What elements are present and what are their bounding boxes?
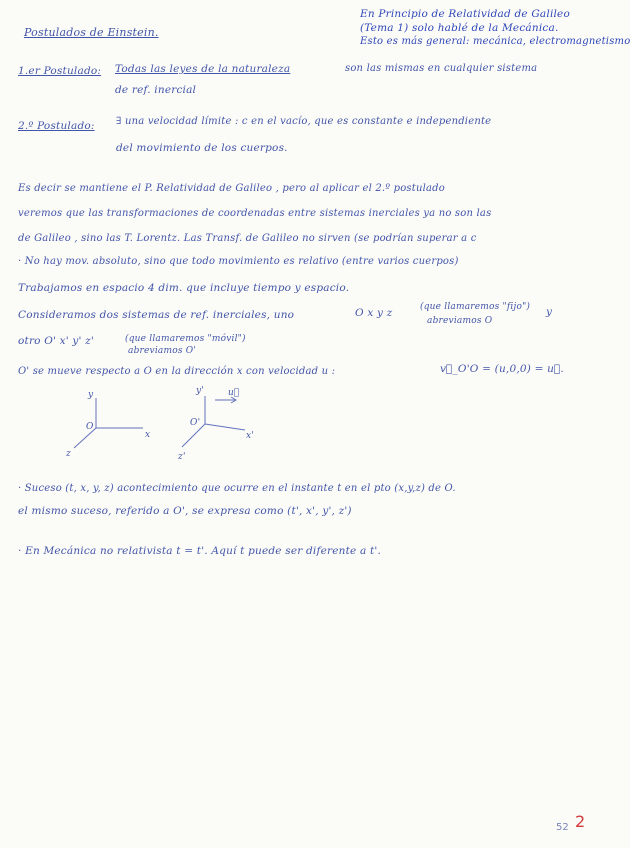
postulate-1-text-underlined: Todas las leyes de la naturaleza <box>115 63 291 75</box>
mecanica-line: · En Mecánica no relativista t = t'. Aquí t puede ser diferente a t'. <box>18 545 382 557</box>
body-line-3: de Galileo , sino las T. Lorentz. Las Transf. de Galileo no sirven (se podrían superar a c <box>18 233 477 244</box>
axis-o-y: y <box>88 390 94 400</box>
velocity-formula: v⃗_O'O = (u,0,0) = u⃗. <box>440 363 564 375</box>
body-line-1: Es decir se mantiene el P. Relatividad de Galileo , pero al aplicar el 2.º postulado <box>18 183 445 194</box>
postulate-2-text-line2: del movimiento de los cuerpos. <box>116 142 288 154</box>
page-number-small: 52 <box>556 822 569 833</box>
body-line-6: Consideramos dos sistemas de ref. inerciales, uno <box>18 309 295 321</box>
axis-o-prime-y: y' <box>196 386 204 396</box>
velocity-vector-label: u⃗ <box>228 388 240 398</box>
frame-o-prime: otro O' x' y' z' <box>18 335 94 347</box>
suceso-line-1: · Suceso (t, x, y, z) acontecimiento que ocurre en el instante t en el pto (x,y,z) de O. <box>18 483 456 494</box>
axis-o-prime-x: x' <box>246 431 254 441</box>
frame-o-coords: O x y z <box>355 307 393 319</box>
postulate-1-label: 1.er Postulado: <box>18 65 102 77</box>
suceso-line-2: el mismo suceso, referido a O', se expresa como (t', x', y', z') <box>18 505 352 517</box>
postulate-1-text-line2: de ref. inercial <box>115 84 197 96</box>
frame-o-prime-note: (que llamaremos "móvil") <box>125 334 246 344</box>
postulate-1-text: son las mismas en cualquier sistema <box>345 63 538 74</box>
body-line-6-end: y <box>546 306 553 318</box>
body-line-2: veremos que las transformaciones de coordenadas entre sistemas inerciales ya no son las <box>18 208 492 219</box>
axis-o-z: z <box>66 449 71 459</box>
body-line-8: O' se mueve respecto a O en la dirección x con velocidad u : <box>18 366 336 377</box>
frame-o-note: (que llamaremos "fijo") <box>420 302 531 312</box>
page-number-red: 2 <box>575 812 586 831</box>
origin-o-prime: O' <box>190 418 201 428</box>
margin-note-line2: (Tema 1) solo hablé de la Mecánica. <box>360 22 559 34</box>
body-line-4: · No hay mov. absoluto, sino que todo movimiento es relativo (entre varios cuerpos) <box>18 256 459 267</box>
frame-o-abbrev: abreviamos O <box>427 316 493 326</box>
frame-o-prime-abbrev: abreviamos O' <box>128 346 196 356</box>
postulate-2-label: 2.º Postulado: <box>18 120 95 132</box>
postulate-2-text-line1: ∃ una velocidad límite : c en el vacío, que es constante e independiente <box>116 116 492 127</box>
axis-o-prime-z: z' <box>178 452 186 462</box>
axis-o-x: x <box>145 430 151 440</box>
origin-o: O <box>86 422 94 432</box>
margin-note-line1: En Principio de Relatividad de Galileo <box>360 8 570 20</box>
margin-note-line3: Esto es más general: mecánica, electromagnetismo <box>360 36 630 47</box>
page-title: Postulados de Einstein. <box>24 26 159 39</box>
body-line-5: Trabajamos en espacio 4 dim. que incluye tiempo y espacio. <box>18 282 350 294</box>
